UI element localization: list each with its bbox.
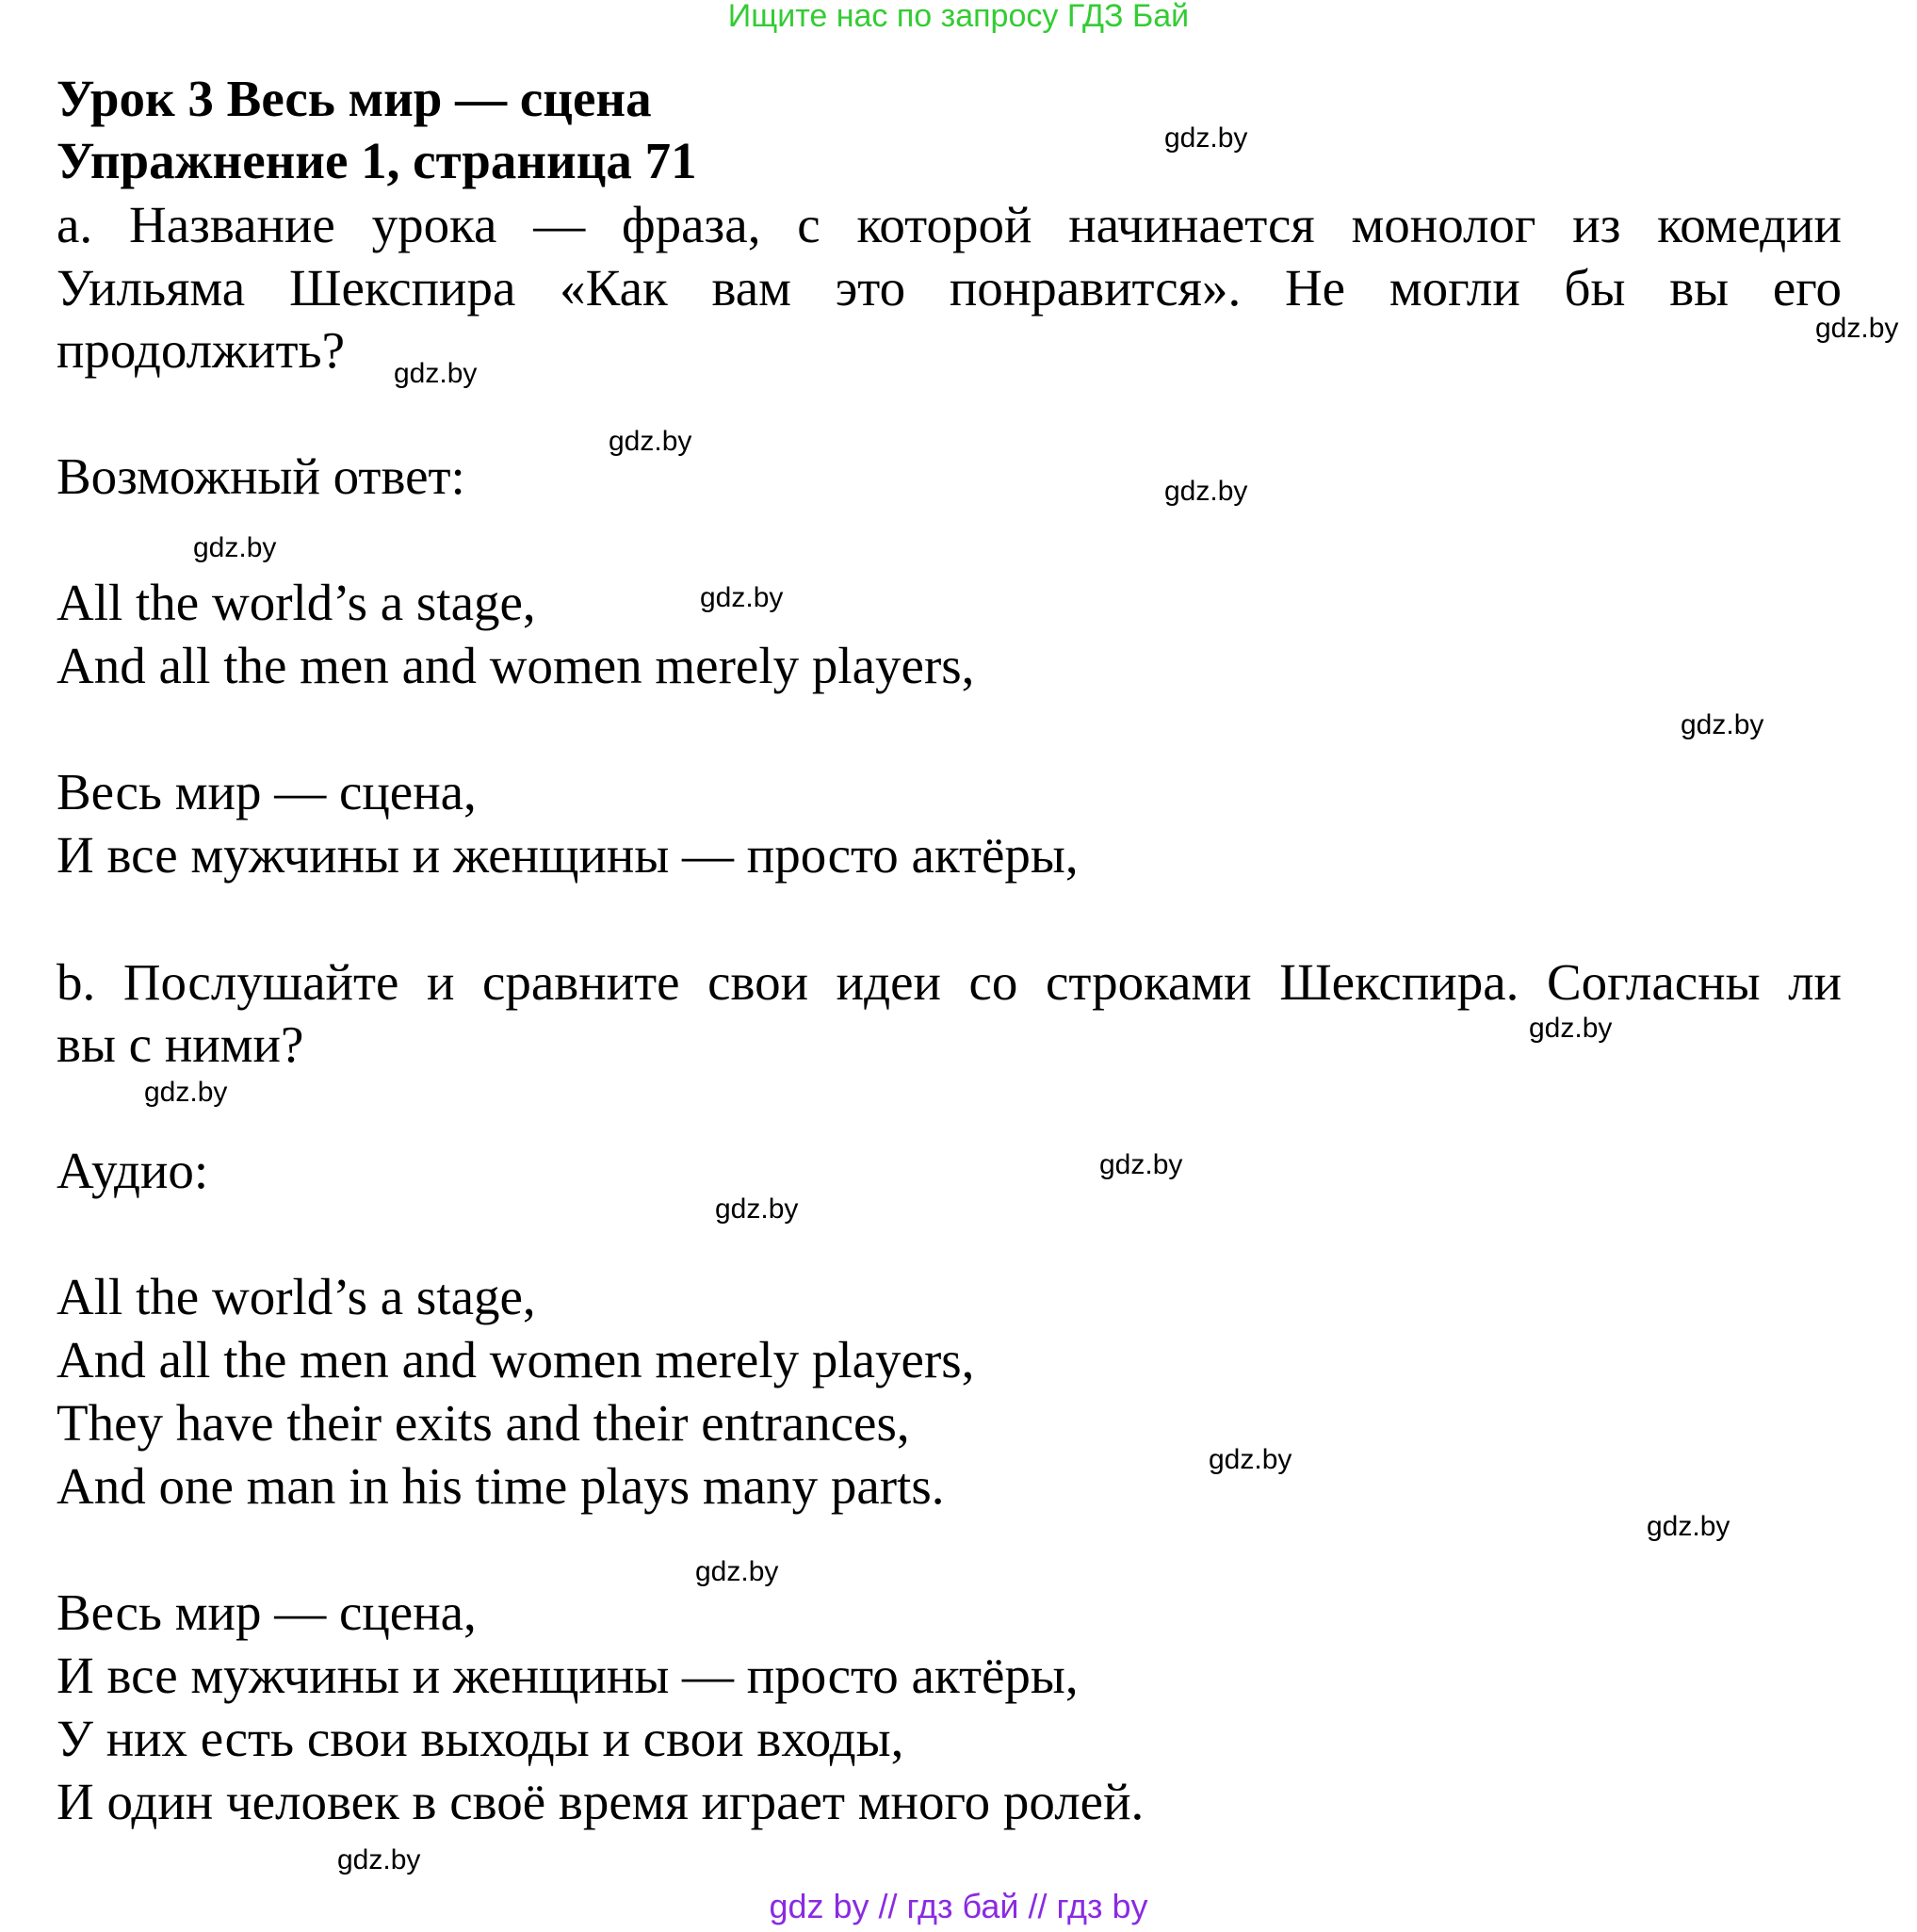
watermark: gdz.by xyxy=(1099,1149,1183,1180)
question-a-line-2: Уильяма Шекспира «Как вам это понравится». Не могли бы вы его xyxy=(57,259,1842,317)
top-banner: Ищите нас по запросу ГДЗ Бай xyxy=(727,0,1190,34)
audio-russian-line-2: И все мужчины и женщины — просто актёры, xyxy=(57,1647,1079,1704)
watermark: gdz.by xyxy=(715,1193,799,1225)
watermark: gdz.by xyxy=(1529,1013,1613,1044)
answer-english-line-1: All the world’s a stage, xyxy=(57,574,536,631)
watermark: gdz.by xyxy=(144,1077,228,1108)
audio-russian-line-4: И один человек в своё время играет много ролей. xyxy=(57,1773,1145,1830)
watermark: gdz.by xyxy=(1164,476,1248,507)
footer-banner: gdz by // гдз бай // гдз by xyxy=(769,1887,1148,1925)
exercise-title: Упражнение 1, страница 71 xyxy=(57,132,697,189)
lesson-title: Урок 3 Весь мир — сцена xyxy=(57,70,652,127)
watermark: gdz.by xyxy=(394,358,478,389)
audio-english-line-1: All the world’s a stage, xyxy=(57,1268,536,1325)
question-b-line-1: b. Послушайте и сравните свои идеи со строками Шекспира. Согласны ли xyxy=(57,953,1842,1011)
audio-russian-line-1: Весь мир — сцена, xyxy=(57,1583,477,1641)
question-a-line-3: продолжить? xyxy=(57,321,346,379)
watermark: gdz.by xyxy=(1815,313,1899,344)
question-a-line-1: а. Название урока — фраза, с которой начинается монолог из комедии xyxy=(57,196,1842,253)
audio-english-line-4: And one man in his time plays many parts. xyxy=(57,1457,945,1515)
audio-label: Аудио: xyxy=(57,1142,209,1199)
watermark: gdz.by xyxy=(1681,709,1764,740)
answer-label: Возможный ответ: xyxy=(57,447,465,505)
question-b-line-2: вы с ними? xyxy=(57,1015,304,1073)
watermark: gdz.by xyxy=(193,532,277,563)
watermark: gdz.by xyxy=(1209,1444,1292,1475)
watermark: gdz.by xyxy=(1647,1511,1730,1542)
watermark: gdz.by xyxy=(337,1844,421,1875)
audio-english-line-3: They have their exits and their entrances, xyxy=(57,1394,910,1452)
audio-russian-line-3: У них есть свои выходы и свои входы, xyxy=(57,1710,904,1767)
answer-russian-line-1: Весь мир — сцена, xyxy=(57,763,477,820)
watermark: gdz.by xyxy=(609,426,692,457)
watermark: gdz.by xyxy=(695,1556,779,1587)
audio-english-line-2: And all the men and women merely players, xyxy=(57,1331,975,1388)
answer-english-line-2: And all the men and women merely players, xyxy=(57,637,975,694)
watermark: gdz.by xyxy=(700,582,784,613)
answer-russian-line-2: И все мужчины и женщины — просто актёры, xyxy=(57,826,1079,884)
watermark: gdz.by xyxy=(1164,122,1248,154)
